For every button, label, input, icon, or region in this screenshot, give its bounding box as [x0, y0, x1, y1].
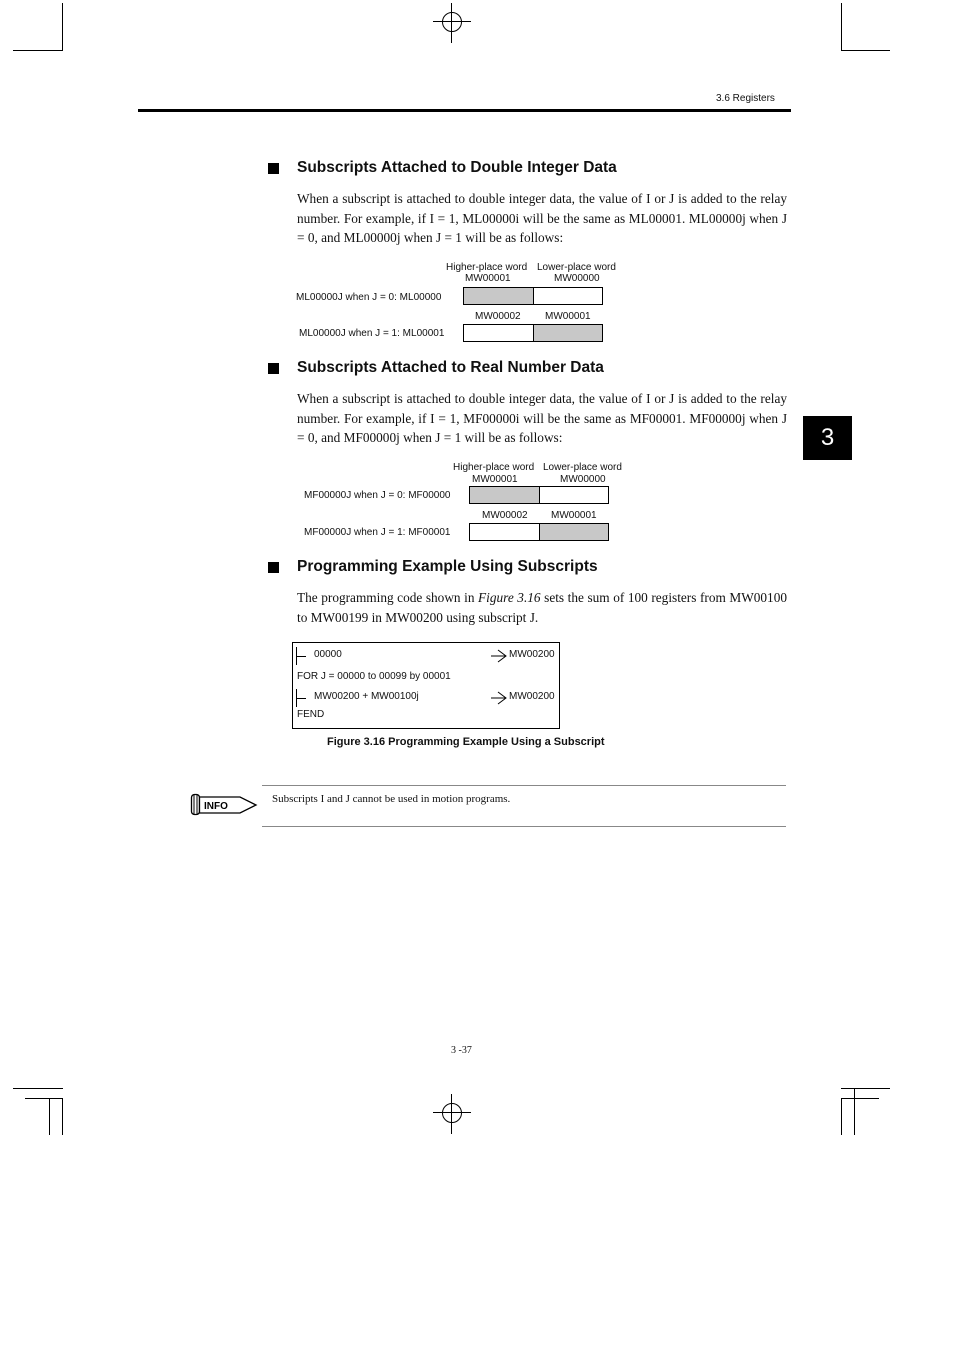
header-rule — [138, 109, 791, 112]
section-heading-programming-example: Programming Example Using Subscripts — [268, 558, 598, 576]
diagram-row1-label: ML00000J when J = 0: ML00000 — [296, 292, 442, 303]
ladder-rail-icon — [296, 656, 306, 657]
code-line1-right: MW00200 — [509, 649, 555, 660]
figure-caption: Figure 3.16 Programming Example Using a Subscript — [327, 736, 605, 748]
bullet-square-icon — [268, 562, 279, 573]
diagram-row1-col1: MW00001 — [465, 273, 511, 284]
diagram-row1-col2: MW00000 — [554, 273, 600, 284]
diagram-col2-header: Lower-place word — [543, 462, 622, 473]
diagram-row2-high-cell — [463, 324, 534, 342]
info-rule-top — [262, 785, 786, 786]
code-line1-left: 00000 — [314, 649, 342, 660]
diagram-row1-low-cell — [539, 486, 609, 504]
diagram-row1-label: MF00000J when J = 0: MF00000 — [304, 490, 451, 501]
info-rule-bottom — [262, 826, 786, 827]
diagram-row2-col2: MW00001 — [551, 510, 597, 521]
paragraph-double-integer: When a subscript is attached to double integer data, the value of I or J is added to the relay number. For example, if I = 1, ML00000i will be the same as ML00001. ML00000j when J = 0, and ML00000j when J = 1 will be as follows: — [297, 191, 787, 246]
info-icon — [190, 793, 260, 817]
diagram-row1-low-cell — [533, 287, 603, 305]
info-text: Subscripts I and J cannot be used in motion programs. — [272, 793, 511, 805]
store-arrow-icon — [490, 690, 508, 706]
diagram-row2-col1: MW00002 — [482, 510, 528, 521]
info-badge-label: INFO — [204, 801, 228, 812]
diagram-row2-label: MF00000J when J = 1: MF00001 — [304, 527, 451, 538]
diagram-row1-high-cell — [469, 486, 540, 504]
figure-reference: Figure 3.16 — [478, 590, 541, 605]
code-line4: FEND — [297, 709, 325, 720]
running-head: 3.6 Registers — [716, 93, 775, 104]
diagram-row2-col1: MW00002 — [475, 311, 521, 322]
code-line3-right: MW00200 — [509, 691, 555, 702]
diagram-row2-low-cell — [533, 324, 603, 342]
diagram-row1-high-cell — [463, 287, 534, 305]
bullet-square-icon — [268, 363, 279, 374]
diagram-row1-col2: MW00000 — [560, 474, 606, 485]
diagram-col1-header: Higher-place word — [446, 262, 528, 273]
diagram-col1-header: Higher-place word — [453, 462, 535, 473]
code-line3-left: MW00200 + MW00100j — [314, 691, 419, 702]
diagram-row2-high-cell — [469, 523, 540, 541]
diagram-row1-col1: MW00001 — [472, 474, 518, 485]
paragraph-programming-example: The programming code shown in Figure 3.16 sets the sum of 100 registers from MW00100 to MW00199 in MW00200 using subscript J. — [297, 590, 787, 625]
section-heading-real-number: Subscripts Attached to Real Number Data — [268, 359, 604, 377]
diagram-row2-low-cell — [539, 523, 609, 541]
page-number: 3 -37 — [451, 1045, 472, 1056]
store-arrow-icon — [490, 648, 508, 664]
paragraph-real-number: When a subscript is attached to double integer data, the value of I or J is added to the relay number. For example, if I = 1, MF00000i will be the same as MF00001. MF00000j when J = 0, and MF00000j when J = 1 will be as follows: — [297, 391, 787, 446]
diagram-row2-col2: MW00001 — [545, 311, 591, 322]
section-heading-double-integer: Subscripts Attached to Double Integer Data — [268, 159, 617, 177]
bullet-square-icon — [268, 163, 279, 174]
diagram-col2-header: Lower-place word — [537, 262, 616, 273]
chapter-tab: 3 — [803, 416, 852, 460]
ladder-rail-icon — [296, 698, 306, 699]
diagram-row2-label: ML00000J when J = 1: ML00001 — [299, 328, 445, 339]
code-line2: FOR J = 00000 to 00099 by 00001 — [297, 671, 451, 682]
